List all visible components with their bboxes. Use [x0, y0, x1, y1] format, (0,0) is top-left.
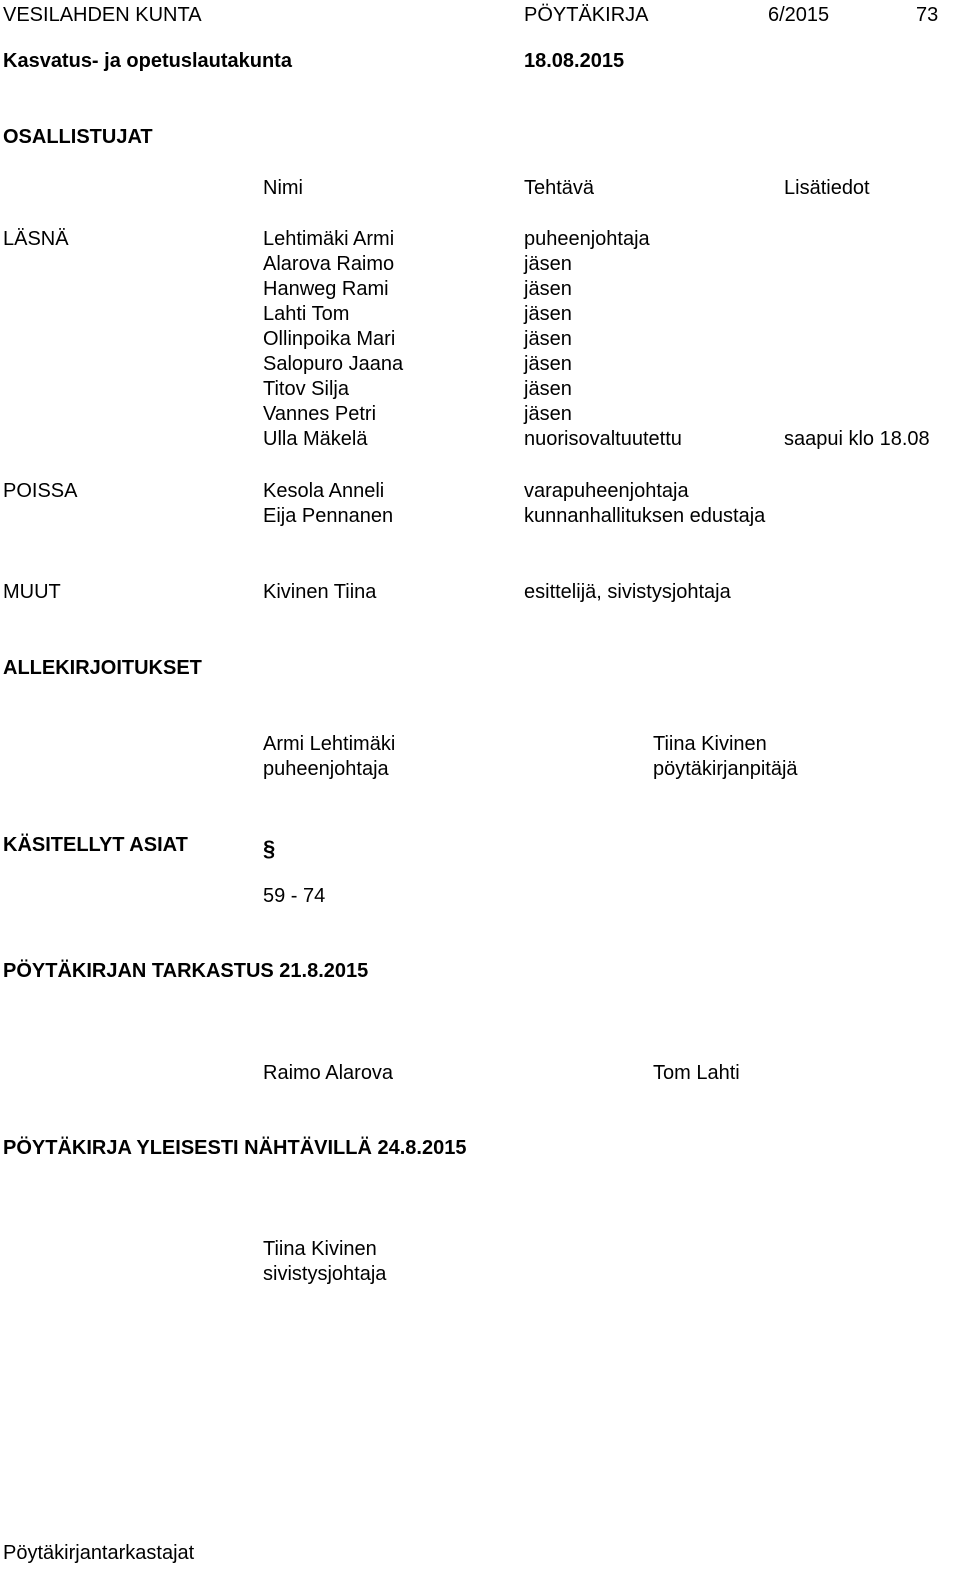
participant-role: nuorisovaltuutettu — [524, 428, 682, 450]
signatures-heading: ALLEKIRJOITUKSET — [3, 657, 202, 679]
review-heading: PÖYTÄKIRJAN TARKASTUS 21.8.2015 — [3, 960, 369, 982]
participant-name: Kivinen Tiina — [263, 581, 377, 603]
meeting-number: 6/2015 — [768, 4, 830, 26]
public-display-heading: PÖYTÄKIRJA YLEISESTI NÄHTÄVILLÄ 24.8.2015 — [3, 1137, 467, 1159]
column-header-info: Lisätiedot — [784, 177, 870, 199]
participant-info: saapui klo 18.08 — [784, 428, 930, 450]
participant-role: varapuheenjohtaja — [524, 480, 689, 502]
present-label: LÄSNÄ — [3, 228, 69, 250]
participants-heading: OSALLISTUJAT — [3, 126, 153, 148]
chair-name: Armi Lehtimäki — [263, 733, 396, 755]
items-heading: KÄSITELLYT ASIAT — [3, 834, 188, 856]
participant-name: Alarova Raimo — [263, 253, 395, 275]
document-type: PÖYTÄKIRJA — [524, 4, 649, 26]
participant-name: Kesola Anneli — [263, 480, 385, 502]
others-label: MUUT — [3, 581, 61, 603]
participant-name: Hanweg Rami — [263, 278, 389, 300]
column-header-name: Nimi — [263, 177, 303, 199]
participant-name: Ollinpoika Mari — [263, 328, 396, 350]
participant-name: Ulla Mäkelä — [263, 428, 368, 450]
page-number: 73 — [916, 4, 939, 26]
participant-role: puheenjohtaja — [524, 228, 650, 250]
column-header-role: Tehtävä — [524, 177, 595, 199]
secretary-title: pöytäkirjanpitäjä — [653, 758, 798, 780]
participant-role: jäsen — [524, 403, 572, 425]
public-signer-name: Tiina Kivinen — [263, 1238, 377, 1260]
secretary-name: Tiina Kivinen — [653, 733, 767, 755]
participant-name: Eija Pennanen — [263, 505, 394, 527]
chair-title: puheenjohtaja — [263, 758, 389, 780]
participant-name: Lehtimäki Armi — [263, 228, 395, 250]
section-symbol: § — [263, 836, 276, 861]
participant-role: jäsen — [524, 328, 572, 350]
participant-name: Lahti Tom — [263, 303, 350, 325]
participant-name: Salopuro Jaana — [263, 353, 404, 375]
participant-role: jäsen — [524, 378, 572, 400]
participant-role: jäsen — [524, 253, 572, 275]
participant-role: jäsen — [524, 353, 572, 375]
participant-role: jäsen — [524, 278, 572, 300]
absent-label: POISSA — [3, 480, 78, 502]
public-signer-title: sivistysjohtaja — [263, 1263, 387, 1285]
participant-name: Vannes Petri — [263, 403, 377, 425]
meeting-date: 18.08.2015 — [524, 50, 625, 72]
participant-role: kunnanhallituksen edustaja — [524, 505, 766, 527]
reviewer-2-name: Tom Lahti — [653, 1062, 740, 1084]
footer-reviewers-label: Pöytäkirjantarkastajat — [3, 1542, 195, 1564]
participant-name: Titov Silja — [263, 378, 349, 400]
municipality-name: VESILAHDEN KUNTA — [3, 4, 202, 26]
items-range: 59 - 74 — [263, 885, 326, 907]
board-name: Kasvatus- ja opetuslautakunta — [3, 50, 292, 72]
participant-role: jäsen — [524, 303, 572, 325]
reviewer-1-name: Raimo Alarova — [263, 1062, 394, 1084]
participant-role: esittelijä, sivistysjohtaja — [524, 581, 731, 603]
